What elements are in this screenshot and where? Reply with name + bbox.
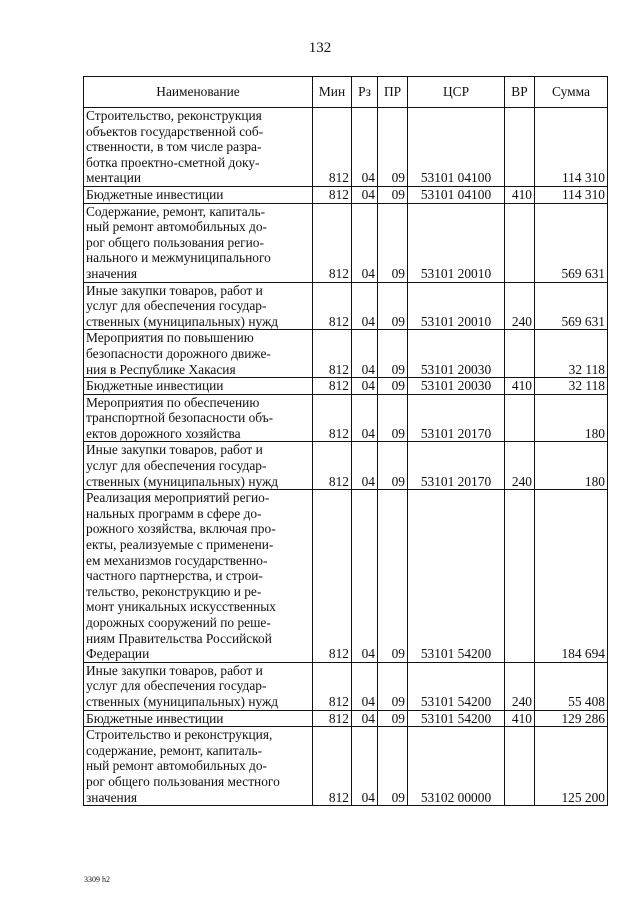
cell-min: 812 (313, 394, 352, 442)
cell-sum: 32 118 (535, 330, 608, 378)
cell-min: 812 (313, 186, 352, 203)
cell-sum: 184 694 (535, 490, 608, 663)
cell-rz: 04 (352, 490, 378, 663)
cell-rz: 04 (352, 394, 378, 442)
cell-sum: 180 (535, 442, 608, 490)
cell-pr: 09 (378, 662, 408, 710)
cell-vr: 240 (505, 282, 535, 330)
cell-sum: 569 631 (535, 282, 608, 330)
cell-pr: 09 (378, 727, 408, 806)
cell-sum: 55 408 (535, 662, 608, 710)
cell-min: 812 (313, 662, 352, 710)
cell-pr: 09 (378, 186, 408, 203)
cell-rz: 04 (352, 203, 378, 282)
header-pr: ПР (378, 77, 408, 108)
table-body (84, 108, 608, 806)
cell-rz: 04 (352, 186, 378, 203)
cell-csr: 53101 04100 (408, 186, 505, 203)
cell-csr: 53101 54200 (408, 662, 505, 710)
table-row (84, 442, 608, 490)
cell-rz: 04 (352, 727, 378, 806)
cell-vr (505, 490, 535, 663)
cell-pr: 09 (378, 378, 408, 395)
cell-min: 812 (313, 710, 352, 727)
cell-vr (505, 727, 535, 806)
cell-min: 812 (313, 378, 352, 395)
cell-rz: 04 (352, 330, 378, 378)
cell-rz: 04 (352, 378, 378, 395)
cell-name: Мероприятия по повышению безопасности дорожного движе- ния в Республике Хакасия (84, 330, 313, 378)
cell-rz: 04 (352, 108, 378, 187)
cell-min: 812 (313, 203, 352, 282)
header-rz: Рз (352, 77, 378, 108)
cell-sum: 32 118 (535, 378, 608, 395)
cell-pr: 09 (378, 203, 408, 282)
cell-vr (505, 330, 535, 378)
budget-table (83, 76, 608, 806)
cell-csr: 53101 54200 (408, 490, 505, 663)
cell-sum: 129 286 (535, 710, 608, 727)
cell-pr: 09 (378, 282, 408, 330)
footer-code: 3309 h2 (84, 875, 110, 884)
cell-vr: 410 (505, 710, 535, 727)
cell-sum: 569 631 (535, 203, 608, 282)
cell-rz: 04 (352, 710, 378, 727)
cell-min: 812 (313, 727, 352, 806)
table-row (84, 394, 608, 442)
cell-csr: 53101 54200 (408, 710, 505, 727)
cell-vr: 410 (505, 378, 535, 395)
cell-rz: 04 (352, 662, 378, 710)
table-row (84, 108, 608, 187)
cell-min: 812 (313, 108, 352, 187)
cell-sum: 180 (535, 394, 608, 442)
cell-csr: 53101 20170 (408, 394, 505, 442)
cell-min: 812 (313, 490, 352, 663)
table-row (84, 490, 608, 663)
cell-name: Строительство и реконструкция, содержание, ремонт, капиталь- ный ремонт автомобильных до- рог общего пользования местного значения (84, 727, 313, 806)
cell-name: Иные закупки товаров, работ и услуг для обеспечения государ- ственных (муниципальных) нужд (84, 662, 313, 710)
cell-vr: 410 (505, 186, 535, 203)
header-sum: Сумма (535, 77, 608, 108)
table-row (84, 710, 608, 727)
cell-name: Иные закупки товаров, работ и услуг для обеспечения государ- ственных (муниципальных) нужд (84, 442, 313, 490)
cell-csr: 53101 20030 (408, 378, 505, 395)
cell-name: Строительство, реконструкция объектов государственной соб- ственности, в том числе разра- ботка проектно-сметной доку- ментации (84, 108, 313, 187)
cell-vr: 240 (505, 662, 535, 710)
cell-name: Реализация мероприятий регио- нальных программ в сфере до- рожного хозяйства, включая про- екты, реализуемые с применени- ем механизмов государственно- частного партнерства, и строи- тельство, реконструкцию и ре- монт уникальных искусственных дорожных сооружений по реше- ниям Правительства Российской Федерации (84, 490, 313, 663)
cell-name: Содержание, ремонт, капиталь- ный ремонт автомобильных до- рог общего пользования регио- нального и межмуниципального значения (84, 203, 313, 282)
cell-vr: 240 (505, 442, 535, 490)
cell-pr: 09 (378, 330, 408, 378)
header-csr: ЦСР (408, 77, 505, 108)
table-row (84, 203, 608, 282)
table-row (84, 282, 608, 330)
table-header (84, 77, 608, 108)
cell-pr: 09 (378, 710, 408, 727)
cell-vr (505, 108, 535, 187)
cell-name: Бюджетные инвестиции (84, 378, 313, 395)
cell-name: Мероприятия по обеспечению транспортной безопасности объ- ектов дорожного хозяйства (84, 394, 313, 442)
cell-name: Бюджетные инвестиции (84, 186, 313, 203)
header-vr: ВР (505, 77, 535, 108)
cell-rz: 04 (352, 282, 378, 330)
header-row (84, 77, 608, 108)
page-number: 132 (308, 40, 332, 56)
table-row (84, 378, 608, 395)
cell-vr (505, 203, 535, 282)
cell-csr: 53101 20010 (408, 203, 505, 282)
cell-pr: 09 (378, 394, 408, 442)
cell-csr: 53102 00000 (408, 727, 505, 806)
cell-pr: 09 (378, 442, 408, 490)
cell-rz: 04 (352, 442, 378, 490)
cell-min: 812 (313, 442, 352, 490)
table-row (84, 186, 608, 203)
cell-csr: 53101 20010 (408, 282, 505, 330)
cell-vr (505, 394, 535, 442)
cell-csr: 53101 04100 (408, 108, 505, 187)
table-row (84, 330, 608, 378)
header-name: Наименование (84, 77, 313, 108)
cell-sum: 114 310 (535, 108, 608, 187)
cell-sum: 125 200 (535, 727, 608, 806)
cell-csr: 53101 20030 (408, 330, 505, 378)
header-min: Мин (313, 77, 352, 108)
cell-name: Иные закупки товаров, работ и услуг для обеспечения государ- ственных (муниципальных) нужд (84, 282, 313, 330)
table-row (84, 662, 608, 710)
cell-min: 812 (313, 282, 352, 330)
table-row (84, 727, 608, 806)
cell-name: Бюджетные инвестиции (84, 710, 313, 727)
cell-csr: 53101 20170 (408, 442, 505, 490)
cell-pr: 09 (378, 490, 408, 663)
cell-pr: 09 (378, 108, 408, 187)
cell-min: 812 (313, 330, 352, 378)
cell-sum: 114 310 (535, 186, 608, 203)
